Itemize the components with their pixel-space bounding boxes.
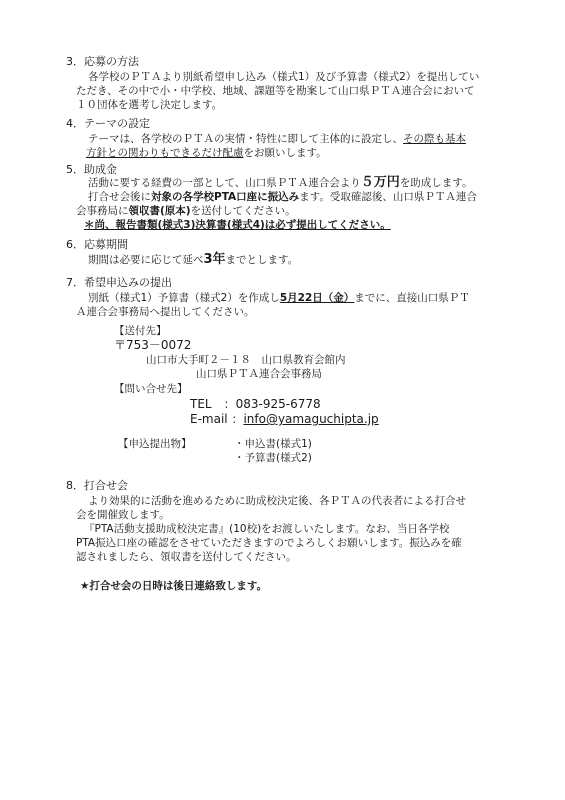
- section-3-heading: 3．応募の方法: [66, 55, 139, 68]
- deadline-date: 5月22日（金）: [279, 292, 355, 304]
- period-years: 3年: [203, 252, 226, 267]
- section-8-heading: 8．打合せ会: [66, 479, 128, 492]
- section-7-heading: 7．希望申込みの提出: [66, 276, 172, 289]
- section-7-text-1a: 別紙（様式1）予算書（様式2）を作成し: [88, 292, 280, 304]
- section-5-bold-3: 領収書(原本): [128, 205, 191, 217]
- section-4-underlined-text-2: 方針との関わりもできるだけ配慮: [86, 147, 244, 159]
- address-line-1: 山口市大手町２－１８ 山口県教育会館内: [146, 354, 346, 366]
- section-5-line-3: [76, 204, 296, 218]
- section-4-text-2: をお願いします。: [243, 147, 327, 159]
- section-4-underlined-text: その際も基本: [403, 133, 466, 145]
- section-5-text-3a: 会事務局に: [76, 205, 129, 217]
- document-2: ・予算書(様式2): [234, 452, 312, 464]
- destination-label: 【送付先】: [114, 325, 167, 337]
- section-5-text-3c: を送付してください。: [190, 205, 296, 217]
- section-7-line-2: Ａ連合会事務局へ提出してください。: [76, 306, 255, 318]
- postal-code: 〒753－0072: [114, 338, 192, 352]
- section-5-text-2a: 打合せ会後に: [88, 191, 151, 203]
- email-link[interactable]: info@yamaguchipta.jp: [243, 412, 379, 426]
- section-8-line-3: 『PTA活動支援助成校決定書』(10校)をお渡しいたします。なお、当日各学校: [84, 523, 450, 535]
- section-6-heading: 6．応募期間: [66, 238, 128, 251]
- section-6-text-1c: までとします。: [225, 254, 299, 266]
- documents-label: 【申込提出物】: [118, 438, 192, 450]
- section-6-text-1a: 期間は必要に応じて延べ: [88, 254, 204, 266]
- section-5-text-1c: を助成します。: [399, 177, 473, 189]
- section-5-note: ＊尚、報告書類(様式3)決算書(様式4)は必ず提出してください。: [84, 219, 391, 231]
- section-8-line-5: 認されましたら、領収書を送付してください。: [76, 551, 297, 563]
- section-5-heading: 5．助成金: [66, 163, 117, 176]
- section-5-bold-2: 対象の各学校PTA口座に振込み: [151, 191, 300, 203]
- email-label: E-mail ：: [190, 412, 244, 426]
- section-3-line-1: 各学校のＰＴＡより別紙希望申し込み（様式1）及び予算書（様式2）を提出してい: [88, 71, 480, 83]
- section-6-line-1: [88, 253, 298, 267]
- section-5-line-1: [88, 176, 472, 190]
- section-7-text-1c: までに、直接山口県ＰＴ: [354, 292, 470, 304]
- section-4-line-2: [86, 146, 327, 160]
- address-line-2: 山口県ＰＴＡ連合会事務局: [196, 368, 322, 380]
- meeting-note: ★打合せ会の日時は後日連絡致します。: [80, 580, 268, 592]
- document-1: ・申込書(様式1): [234, 438, 312, 450]
- section-4-line-1: [88, 132, 466, 146]
- section-5-text-1a: 活動に要する経費の一部として、山口県ＰＴＡ連合会より: [88, 177, 361, 189]
- contact-email: [190, 412, 379, 426]
- contact-tel: TEL ：083-925-6778: [190, 397, 321, 411]
- section-8-line-4: PTA振込口座の確認をさせていただきますのでよろしくお願いします。振込みを確: [76, 537, 462, 549]
- contact-label: 【問い合せ先】: [114, 383, 188, 395]
- section-8-line-2: 会を開催致します。: [76, 509, 170, 521]
- section-5-line-2: [88, 190, 477, 204]
- section-5-text-2c: ます。受取確認後、山口県ＰＴＡ連合: [299, 191, 477, 203]
- section-3-line-3: １０団体を選考し決定します。: [76, 99, 223, 111]
- grant-amount: ５万円: [360, 175, 400, 190]
- section-4-text: テーマは、各学校のＰＴＡの実情・特性に即して主体的に設定し、: [88, 133, 403, 145]
- section-7-line-1: [88, 291, 470, 305]
- section-3-line-2: ただき、その中で小・中学校、地域、課題等を勘案して山口県ＰＴＡ連合会において: [76, 85, 475, 97]
- section-4-heading: 4．テーマの設定: [66, 117, 150, 130]
- section-8-line-1: より効果的に活動を進めるために助成校決定後、各ＰＴＡの代表者による打合せ: [88, 495, 466, 507]
